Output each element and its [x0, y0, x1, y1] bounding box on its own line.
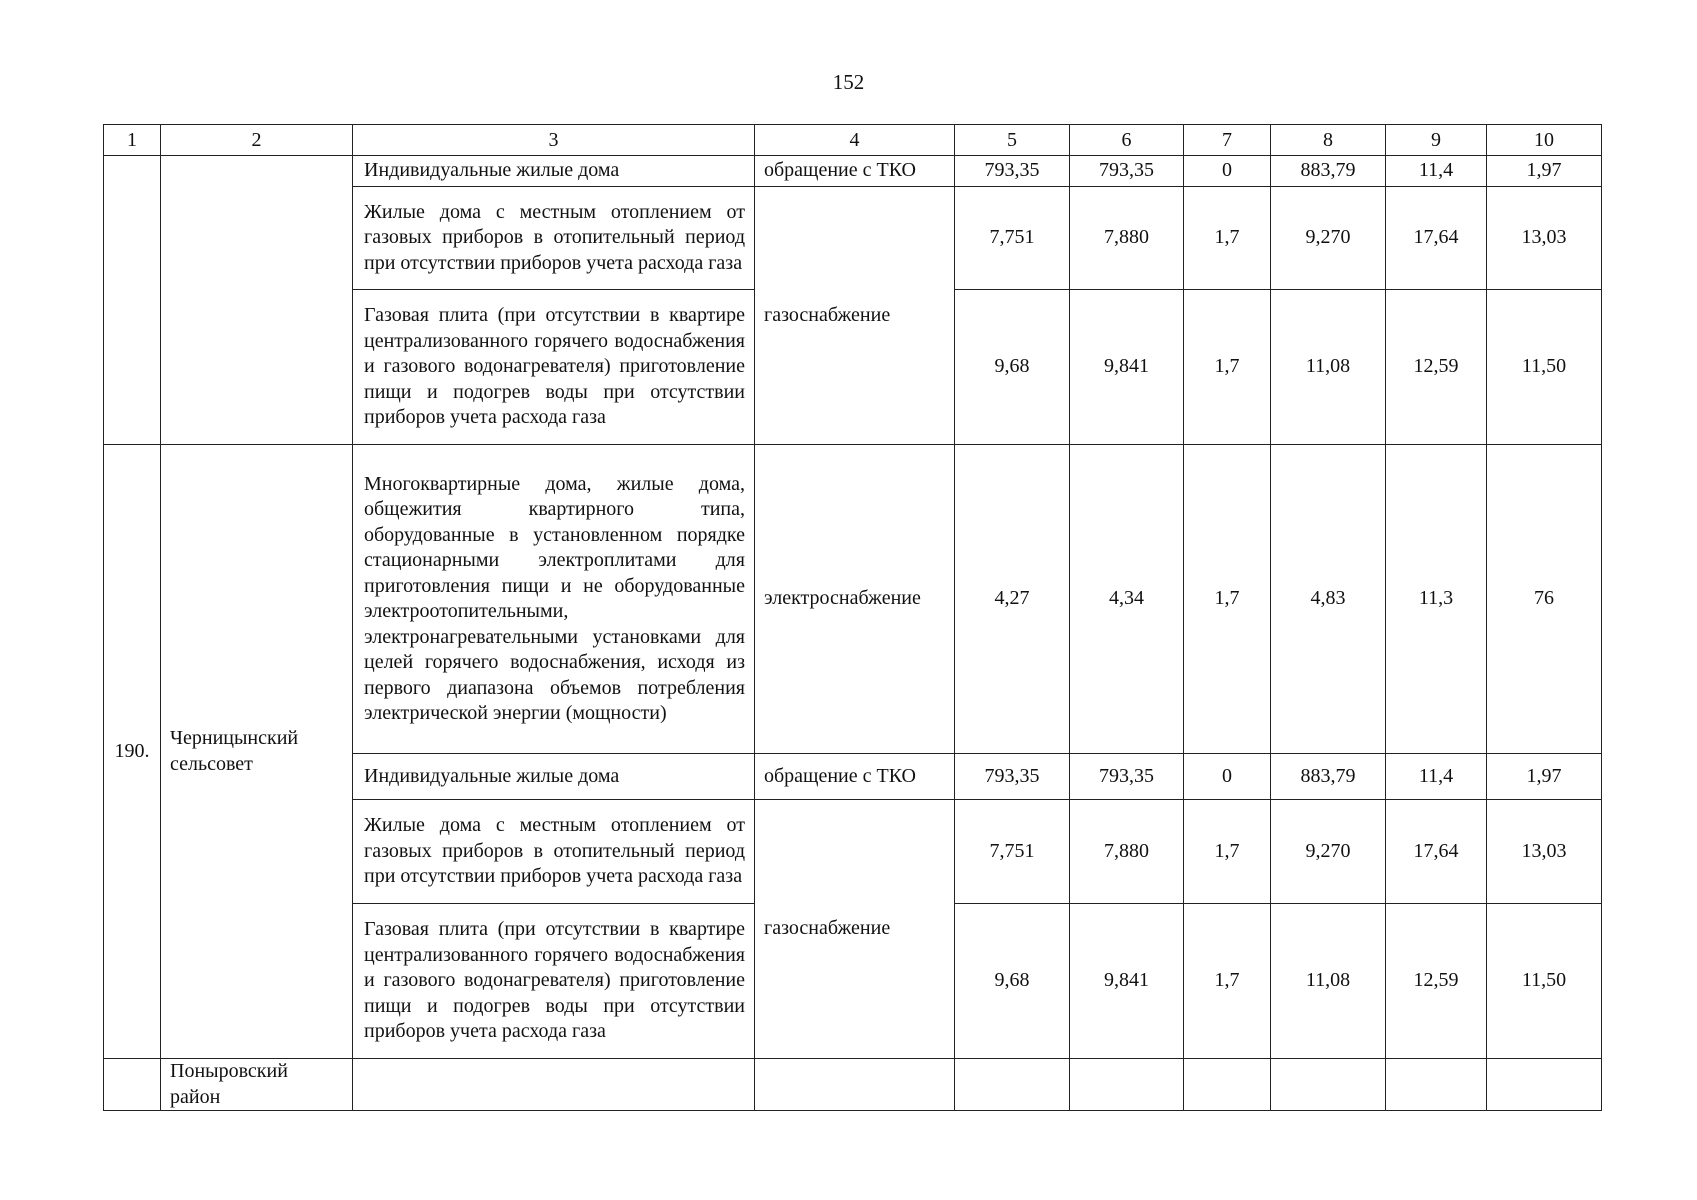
- header-cell: 4: [755, 125, 955, 156]
- value-cell: 7,751: [955, 800, 1070, 904]
- district-name-cell: Поныровский район: [161, 1059, 353, 1111]
- housing-type-cell: Газовая плита (при отсутствии в квартире централизованного горячего водоснабжения и газового водонагревателя) приготовление пищи и подогрев воды при отсутствии приборов учета расхода газа: [353, 290, 755, 445]
- tariff-table: [103, 124, 1602, 1111]
- row-number-cell: [104, 1059, 161, 1111]
- housing-type-cell: Индивидуальные жилые дома: [353, 156, 755, 187]
- value-cell: 9,68: [955, 904, 1070, 1059]
- empty-cell: [353, 1059, 755, 1111]
- value-cell: 4,83: [1271, 445, 1386, 754]
- value-cell: 12,59: [1386, 904, 1487, 1059]
- value-cell: 11,4: [1386, 754, 1487, 800]
- value-cell: 9,841: [1070, 904, 1184, 1059]
- empty-cell: [1487, 1059, 1602, 1111]
- empty-cell: [1386, 1059, 1487, 1111]
- district-row: [104, 1059, 1602, 1111]
- value-cell: 11,4: [1386, 156, 1487, 187]
- service-cell: газоснабжение: [755, 187, 955, 445]
- service-cell: обращение с ТКО: [755, 754, 955, 800]
- housing-type-cell: Многоквартирные дома, жилые дома, общежития квартирного типа, оборудованные в установленном порядке стационарными электроплитами для приготовления пищи и не оборудованные электроотопительными, электронагревательными установками для целей горячего водоснабжения, исходя из первого диапазона объемов потребления электрической энергии (мощности): [353, 445, 755, 754]
- value-cell: 76: [1487, 445, 1602, 754]
- value-cell: 11,08: [1271, 904, 1386, 1059]
- header-cell: 5: [955, 125, 1070, 156]
- value-cell: 9,270: [1271, 187, 1386, 290]
- empty-cell: [955, 1059, 1070, 1111]
- value-cell: 17,64: [1386, 187, 1487, 290]
- empty-cell: [755, 1059, 955, 1111]
- page-number: 152: [832, 70, 865, 94]
- housing-type-cell: Жилые дома с местным отоплением от газовых приборов в отопительный период при отсутствии приборов учета расхода газа: [353, 187, 755, 290]
- value-cell: 0: [1184, 156, 1271, 187]
- table-row: [104, 445, 1602, 754]
- table-header-row: [104, 125, 1602, 156]
- value-cell: 7,880: [1070, 187, 1184, 290]
- service-cell: электроснабжение: [755, 445, 955, 754]
- row-number-cell: 190.: [104, 445, 161, 1059]
- header-cell: 1: [104, 125, 161, 156]
- header-cell: 8: [1271, 125, 1386, 156]
- value-cell: 1,7: [1184, 445, 1271, 754]
- table-row: [104, 156, 1602, 187]
- settlement-cell: [161, 156, 353, 445]
- value-cell: 4,34: [1070, 445, 1184, 754]
- service-cell: газоснабжение: [755, 800, 955, 1059]
- value-cell: 11,08: [1271, 290, 1386, 445]
- header-cell: 7: [1184, 125, 1271, 156]
- value-cell: 883,79: [1271, 156, 1386, 187]
- header-cell: 10: [1487, 125, 1602, 156]
- value-cell: 1,7: [1184, 290, 1271, 445]
- value-cell: 7,880: [1070, 800, 1184, 904]
- value-cell: 12,59: [1386, 290, 1487, 445]
- service-cell: обращение с ТКО: [755, 156, 955, 187]
- header-cell: 6: [1070, 125, 1184, 156]
- row-number-cell: [104, 156, 161, 445]
- value-cell: 9,270: [1271, 800, 1386, 904]
- value-cell: 13,03: [1487, 187, 1602, 290]
- value-cell: 1,97: [1487, 754, 1602, 800]
- value-cell: 0: [1184, 754, 1271, 800]
- value-cell: 9,68: [955, 290, 1070, 445]
- value-cell: 1,7: [1184, 904, 1271, 1059]
- value-cell: 11,50: [1487, 290, 1602, 445]
- housing-type-cell: Газовая плита (при отсутствии в квартире централизованного горячего водоснабжения и газового водонагревателя) приготовление пищи и подогрев воды при отсутствии приборов учета расхода газа: [353, 904, 755, 1059]
- value-cell: 1,97: [1487, 156, 1602, 187]
- value-cell: 883,79: [1271, 754, 1386, 800]
- value-cell: 4,27: [955, 445, 1070, 754]
- empty-cell: [1271, 1059, 1386, 1111]
- settlement-name-cell: Черницынский сельсовет: [161, 445, 353, 1059]
- empty-cell: [1070, 1059, 1184, 1111]
- housing-type-cell: Жилые дома с местным отоплением от газовых приборов в отопительный период при отсутствии приборов учета расхода газа: [353, 800, 755, 904]
- value-cell: 9,841: [1070, 290, 1184, 445]
- header-cell: 9: [1386, 125, 1487, 156]
- value-cell: 793,35: [955, 156, 1070, 187]
- value-cell: 11,3: [1386, 445, 1487, 754]
- header-cell: 2: [161, 125, 353, 156]
- value-cell: 793,35: [1070, 156, 1184, 187]
- value-cell: 11,50: [1487, 904, 1602, 1059]
- header-cell: 3: [353, 125, 755, 156]
- value-cell: 1,7: [1184, 187, 1271, 290]
- empty-cell: [1184, 1059, 1271, 1111]
- housing-type-cell: Индивидуальные жилые дома: [353, 754, 755, 800]
- value-cell: 7,751: [955, 187, 1070, 290]
- value-cell: 1,7: [1184, 800, 1271, 904]
- value-cell: 793,35: [1070, 754, 1184, 800]
- value-cell: 793,35: [955, 754, 1070, 800]
- value-cell: 17,64: [1386, 800, 1487, 904]
- value-cell: 13,03: [1487, 800, 1602, 904]
